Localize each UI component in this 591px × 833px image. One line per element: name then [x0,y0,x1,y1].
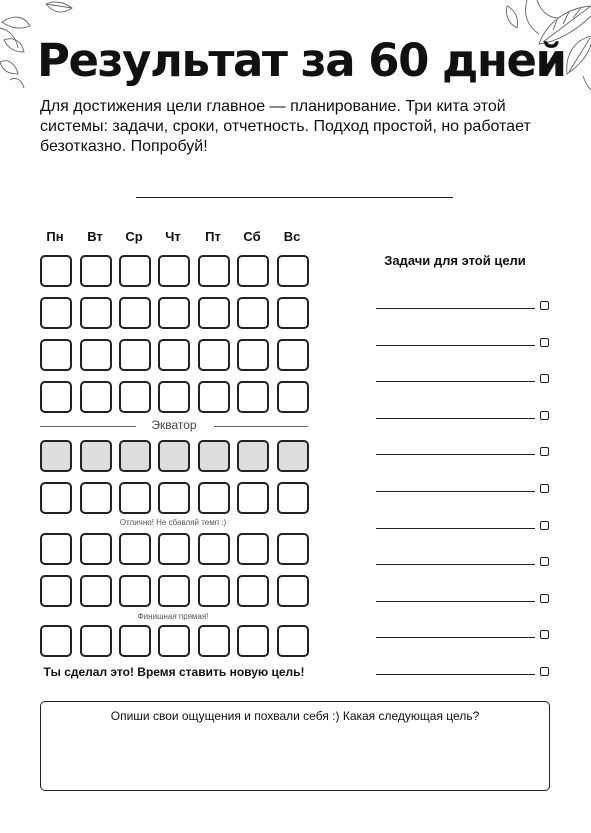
day-cell[interactable] [198,440,230,472]
day-header-sat: Сб [243,229,261,244]
day-cell[interactable] [158,533,190,565]
day-cell[interactable] [277,297,309,329]
day-cell[interactable] [277,381,309,413]
day-cell[interactable] [40,339,72,371]
day-cell[interactable] [80,297,112,329]
tasks-heading: Задачи для этой цели [384,253,526,268]
day-cell[interactable] [158,255,190,287]
task-line[interactable] [376,601,535,602]
checkbox-icon[interactable] [540,338,549,347]
day-cell[interactable] [119,482,151,514]
feelings-box[interactable] [40,701,550,791]
checkbox-icon[interactable] [540,630,549,639]
day-cell[interactable] [119,625,151,657]
day-cell[interactable] [40,255,72,287]
day-cell[interactable] [119,440,151,472]
day-cell[interactable] [198,255,230,287]
day-cell[interactable] [237,482,269,514]
task-line[interactable] [376,345,535,346]
checkbox-icon[interactable] [540,667,549,676]
day-cell[interactable] [277,482,309,514]
day-cell[interactable] [80,381,112,413]
day-cell[interactable] [158,482,190,514]
day-cell[interactable] [237,575,269,607]
day-cell[interactable] [198,381,230,413]
day-cell[interactable] [40,482,72,514]
day-cell[interactable] [198,297,230,329]
equator-label: Экватор [151,418,197,432]
day-header-tue: Вт [87,229,103,244]
goal-input-line[interactable] [136,197,453,198]
finish-note: Финишная прямая! [137,612,209,621]
day-cell[interactable] [119,339,151,371]
day-header-fri: Пт [205,229,221,244]
day-cell[interactable] [40,381,72,413]
task-line[interactable] [376,381,535,382]
day-cell[interactable] [158,625,190,657]
day-cell[interactable] [237,297,269,329]
day-cell[interactable] [119,575,151,607]
leaf-decoration-top-left-icon [0,0,40,92]
day-cell[interactable] [277,575,309,607]
feelings-prompt: Опиши свои ощущения и похвали себя :) Какая следующая цель? [110,709,480,723]
day-header-sun: Вс [283,229,301,244]
equator-divider-right [214,426,308,427]
day-cell[interactable] [40,575,72,607]
day-cell[interactable] [277,339,309,371]
task-line[interactable] [376,308,535,309]
task-line[interactable] [376,564,535,565]
day-cell[interactable] [80,440,112,472]
day-cell[interactable] [40,625,72,657]
day-header-wed: Ср [125,229,143,244]
day-cell[interactable] [40,533,72,565]
day-cell[interactable] [40,440,72,472]
day-header-thu: Чт [165,229,181,244]
checkbox-icon[interactable] [540,557,549,566]
task-line[interactable] [376,674,535,675]
day-cell[interactable] [80,339,112,371]
intro-text: Для достижения цели главное — планирование. Три кита этой системы: задачи, сроки, отчетность. Подход простой, но работает безотказно. Попробуй! [40,98,531,155]
day-cell[interactable] [158,297,190,329]
day-cell[interactable] [237,339,269,371]
day-cell[interactable] [119,533,151,565]
checkbox-icon[interactable] [540,484,549,493]
day-cell[interactable] [277,255,309,287]
day-cell[interactable] [80,575,112,607]
day-cell[interactable] [237,381,269,413]
day-cell[interactable] [158,339,190,371]
task-line[interactable] [376,454,535,455]
motivation-note: Отлично! Не сбавляй темп :) [119,518,227,527]
day-cell[interactable] [119,381,151,413]
day-cell[interactable] [237,625,269,657]
day-cell[interactable] [158,381,190,413]
equator-divider-left [40,426,136,427]
task-line[interactable] [376,637,535,638]
day-cell[interactable] [80,255,112,287]
day-header-mon: Пн [46,229,64,244]
checkbox-icon[interactable] [540,411,549,420]
day-cell[interactable] [237,533,269,565]
task-line[interactable] [376,528,535,529]
day-cell[interactable] [80,625,112,657]
checkbox-icon[interactable] [540,301,549,310]
day-cell[interactable] [198,482,230,514]
task-line[interactable] [376,491,535,492]
completion-message: Ты сделал это! Время ставить новую цель! [43,665,305,679]
day-cell[interactable] [158,575,190,607]
day-cell[interactable] [158,440,190,472]
day-cell[interactable] [80,533,112,565]
checkbox-icon[interactable] [540,521,549,530]
day-cell[interactable] [198,533,230,565]
day-cell[interactable] [277,625,309,657]
task-line[interactable] [376,418,535,419]
leaf-decoration-top-center-icon [44,0,74,20]
day-cell[interactable] [237,440,269,472]
page-title: Результат за 60 дней [37,34,566,87]
day-cell[interactable] [198,625,230,657]
day-cell[interactable] [198,575,230,607]
day-cell[interactable] [277,440,309,472]
checkbox-icon[interactable] [540,594,549,603]
day-cell[interactable] [80,482,112,514]
day-cell[interactable] [237,255,269,287]
day-cell[interactable] [40,297,72,329]
day-cell[interactable] [277,533,309,565]
day-cell[interactable] [119,255,151,287]
day-cell[interactable] [119,297,151,329]
day-cell[interactable] [198,339,230,371]
checkbox-icon[interactable] [540,447,549,456]
checkbox-icon[interactable] [540,374,549,383]
